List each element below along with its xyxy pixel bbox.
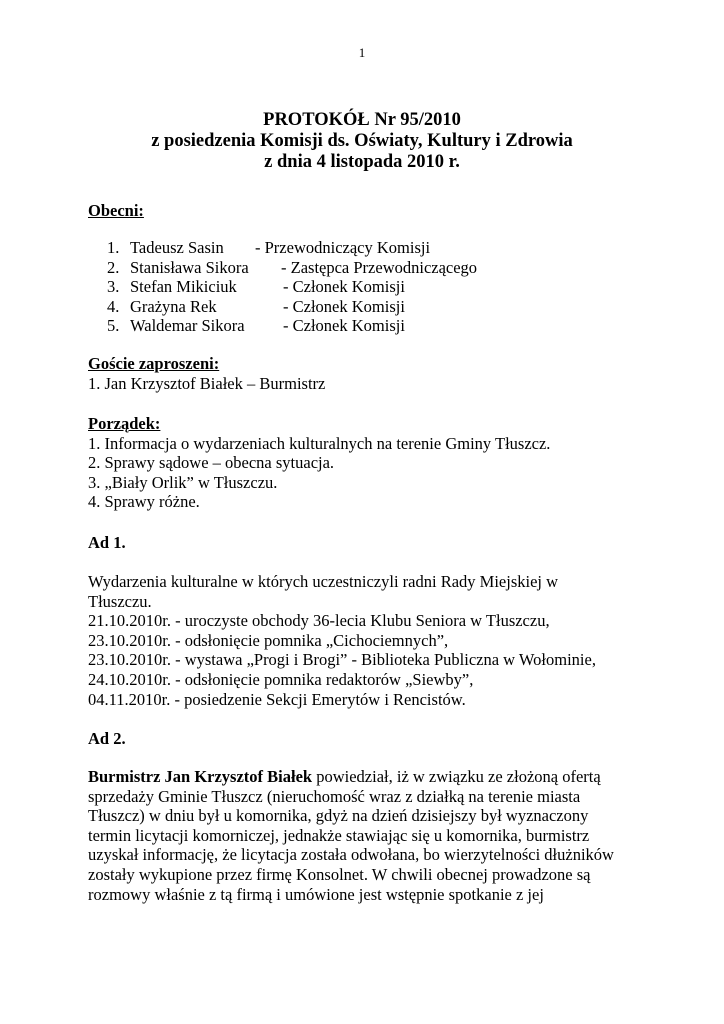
ad2-section bbox=[88, 729, 648, 749]
member-role: - Członek Komisji bbox=[283, 277, 405, 297]
ad1-heading: Ad 1. bbox=[88, 533, 126, 552]
ad2-first-line bbox=[88, 767, 648, 787]
ad2-heading: Ad 2. bbox=[88, 729, 126, 748]
member-role: - Członek Komisji bbox=[283, 316, 405, 336]
ad1-line: Wydarzenia kulturalne w których uczestniczyli radni Rady Miejskiej w bbox=[88, 572, 559, 591]
member-number: 4. bbox=[107, 296, 120, 316]
ad2-body bbox=[88, 767, 648, 904]
agenda-item: 2. Sprawy sądowe – obecna sytuacja. bbox=[88, 453, 335, 473]
guests-heading: Goście zaproszeni: bbox=[88, 354, 220, 373]
agenda-item: 3. „Biały Orlik” w Tłuszczu. bbox=[88, 472, 278, 492]
agenda-item: 4. Sprawy różne. bbox=[88, 492, 200, 512]
ad2-line: termin licytacji komorniczej, jednakże stawiając się u komornika, burmistrz bbox=[88, 825, 590, 845]
ad2-line: uzyskał informację, że licytacja została odwołana, bo wierzytelności dłużników bbox=[88, 845, 614, 865]
guest-item: 1. Jan Krzysztof Białek – Burmistrz bbox=[88, 373, 326, 393]
member-name: Stanisława Sikora bbox=[130, 257, 249, 277]
title-line-1: PROTOKÓŁ Nr 95/2010 bbox=[263, 110, 461, 130]
ad2-line: rozmowy właśnie z tą firmą i umówione jest wstępnie spotkanie z jej bbox=[88, 884, 544, 904]
ad2-line: sprzedaży Gminie Tłuszcz (nieruchomość wraz z działką na terenie miasta bbox=[88, 786, 581, 806]
ad1-line: Tłuszczu. bbox=[88, 591, 152, 611]
member-number: 5. bbox=[107, 316, 120, 336]
ad1-body bbox=[88, 572, 648, 709]
present-heading: Obecni: bbox=[88, 201, 144, 220]
member-role: - Członek Komisji bbox=[283, 296, 405, 316]
member-number: 2. bbox=[107, 257, 120, 277]
agenda-section bbox=[88, 414, 648, 512]
ad1-section bbox=[88, 533, 648, 553]
agenda-heading: Porządek: bbox=[88, 414, 161, 433]
guests-section bbox=[88, 354, 648, 393]
title-line-2: z posiedzenia Komisji ds. Oświaty, Kultury i Zdrowia bbox=[151, 131, 573, 151]
member-number: 3. bbox=[107, 277, 120, 297]
ad2-first-line-rest: powiedział, iż w związku ze złożoną ofertą bbox=[312, 767, 601, 786]
present-section bbox=[88, 201, 648, 221]
member-name: Tadeusz Sasin bbox=[130, 238, 224, 257]
ad1-line: 23.10.2010r. - odsłonięcie pomnika „Cichociemnych”, bbox=[88, 630, 449, 650]
member-role: - Przewodniczący Komisji bbox=[255, 238, 431, 257]
member-number: 1. bbox=[107, 238, 120, 257]
ad1-line: 04.11.2010r. - posiedzenie Sekcji Emerytów i Rencistów. bbox=[88, 689, 466, 709]
ad1-line: 24.10.2010r. - odsłonięcie pomnika redaktorów „Siewby”, bbox=[88, 669, 474, 689]
title-line-3: z dnia 4 listopada 2010 r. bbox=[264, 152, 460, 172]
ad2-speaker: Burmistrz Jan Krzysztof Białek bbox=[88, 767, 313, 786]
member-role: - Zastępca Przewodniczącego bbox=[281, 257, 478, 277]
page-number: 1 bbox=[358, 45, 366, 60]
member-name: Stefan Mikiciuk bbox=[130, 277, 237, 297]
ad1-line: 21.10.2010r. - uroczyste obchody 36-lecia Klubu Seniora w Tłuszczu, bbox=[88, 611, 550, 631]
ad1-line: 23.10.2010r. - wystawa „Progi i Brogi” - Biblioteka Publiczna w Wołominie, bbox=[88, 650, 596, 670]
ad2-line: Tłuszcz) w dniu był u komornika, gdyż na dzień dzisiejszy był wyznaczony bbox=[88, 806, 589, 826]
member-name: Grażyna Rek bbox=[130, 296, 217, 316]
ad2-line: zostały wykupione przez firmę Konsolnet. W chwili obecnej prowadzone są bbox=[88, 864, 591, 884]
agenda-item: 1. Informacja o wydarzeniach kulturalnych na terenie Gminy Tłuszcz. bbox=[88, 433, 551, 453]
document-title bbox=[0, 110, 724, 173]
member-name: Waldemar Sikora bbox=[130, 316, 245, 336]
